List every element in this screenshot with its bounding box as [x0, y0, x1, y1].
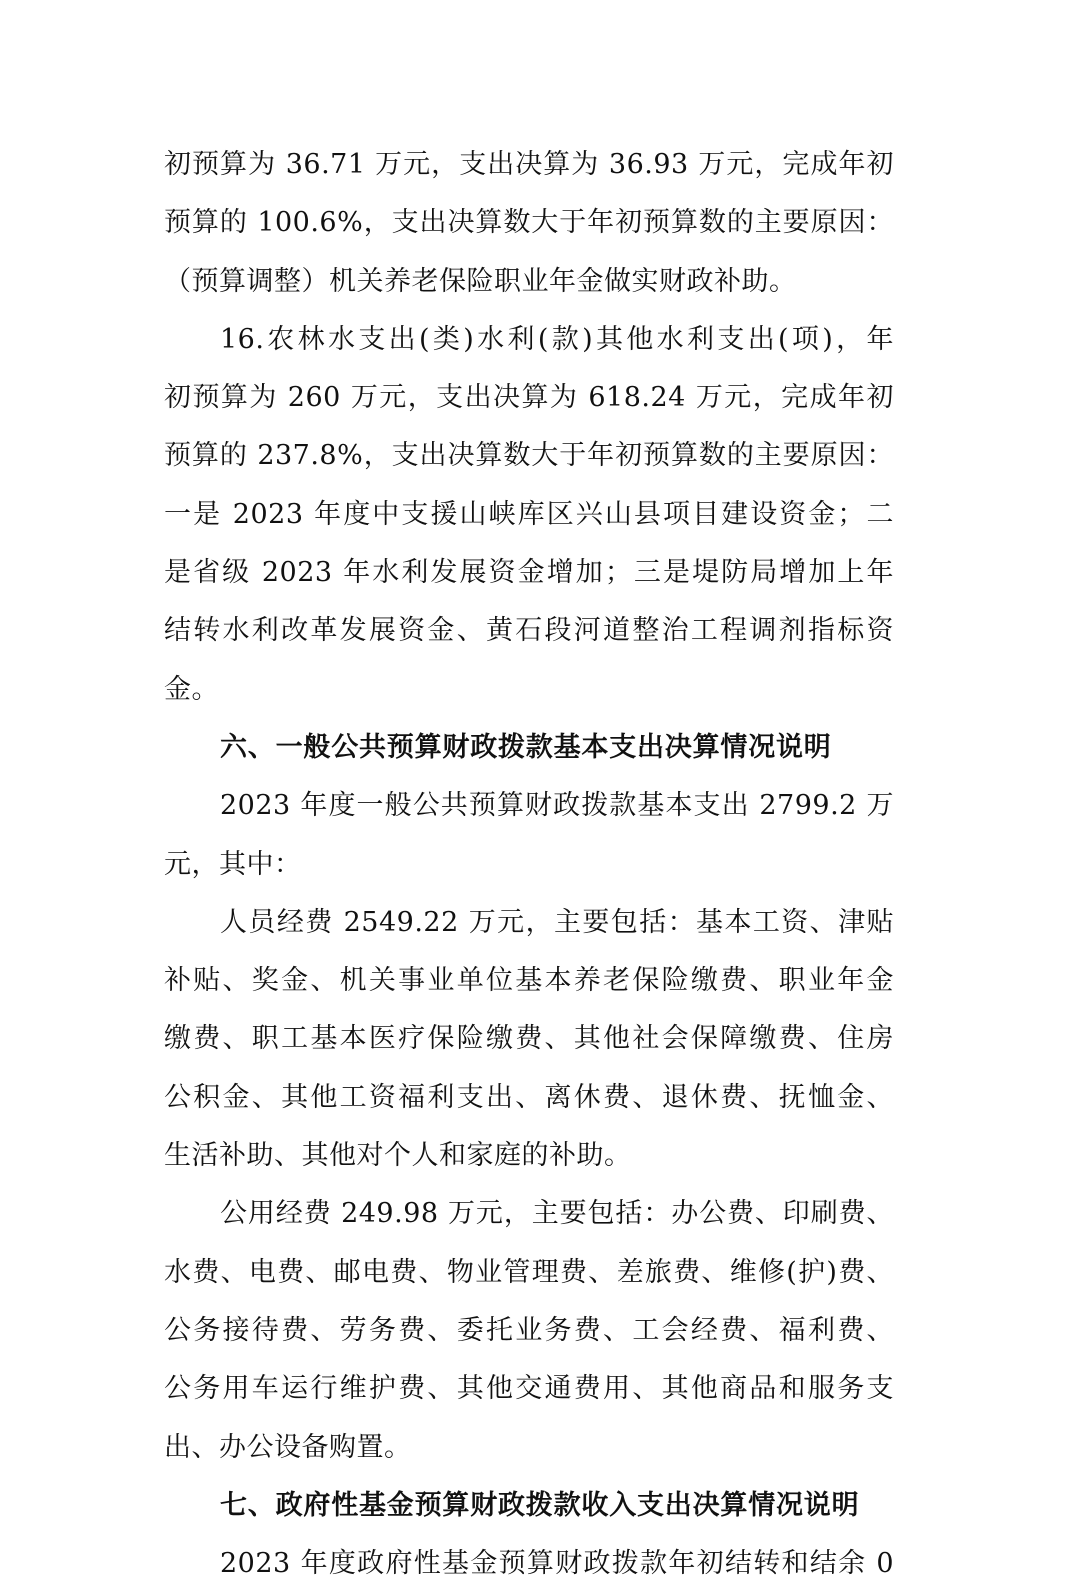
heading-text: 七、政府性基金预算财政拨款收入支出决算情况说明 — [220, 1489, 860, 1521]
paragraph-personnel-costs — [164, 894, 894, 1185]
text-line: 水费、电费、邮电费、物业管理费、差旅费、维修(护)费、 — [164, 1256, 894, 1288]
text-line: 预算的 237.8%，支出决算数大于年初预算数的主要原因： — [164, 440, 894, 472]
paragraph-government-fund — [164, 1535, 894, 1593]
text-line: 补贴、奖金、机关事业单位基本养老保险缴费、职业年金 — [164, 965, 894, 997]
text-line: 2023 年度一般公共预算财政拨款基本支出 2799.2 万 — [220, 790, 894, 822]
text-line: 初预算为 260 万元，支出决算为 618.24 万元，完成年初 — [164, 382, 894, 414]
text-line: 元，其中： — [164, 848, 302, 880]
document-page — [164, 136, 894, 1593]
heading-text: 六、一般公共预算财政拨款基本支出决算情况说明 — [220, 731, 832, 763]
text-line: 公积金、其他工资福利支出、离休费、退休费、抚恤金、 — [164, 1081, 894, 1113]
text-line: （预算调整）机关养老保险职业年金做实财政补助。 — [164, 265, 797, 297]
paragraph-budget-adjustment — [164, 136, 894, 311]
text-line: 2023 年度政府性基金预算财政拨款年初结转和结余 0 — [220, 1548, 894, 1580]
text-line: 生活补助、其他对个人和家庭的补助。 — [164, 1140, 632, 1172]
text-line: 预算的 100.6%，支出决算数大于年初预算数的主要原因： — [164, 207, 894, 239]
text-line: 金。 — [164, 673, 219, 705]
text-line: 初预算为 36.71 万元，支出决算为 36.93 万元，完成年初 — [164, 149, 894, 180]
paragraph-basic-expenditure-total — [164, 777, 894, 894]
section-heading-government-fund — [164, 1477, 894, 1535]
paragraph-public-costs — [164, 1185, 894, 1476]
text-line: 结转水利改革发展资金、黄石段河道整治工程调剂指标资 — [164, 615, 894, 647]
text-line: 是省级 2023 年水利发展资金增加；三是堤防局增加上年 — [164, 557, 894, 589]
text-line: 人员经费 2549.22 万元，主要包括：基本工资、津贴 — [220, 906, 894, 938]
text-line: 缴费、职工基本医疗保险缴费、其他社会保障缴费、住房 — [164, 1023, 894, 1055]
text-line: 一是 2023 年度中支援山峡库区兴山县项目建设资金；二 — [164, 498, 894, 530]
section-heading-basic-expenditure — [164, 719, 894, 777]
text-line: 公务接待费、劳务费、委托业务费、工会经费、福利费、 — [164, 1314, 894, 1346]
text-line: 出、办公设备购置。 — [164, 1431, 412, 1463]
text-line: 16.农林水支出(类)水利(款)其他水利支出(项)，年 — [220, 323, 894, 355]
text-line: 公务用车运行维护费、其他交通费用、其他商品和服务支 — [164, 1373, 894, 1405]
paragraph-water-expenditure — [164, 311, 894, 719]
text-line: 公用经费 249.98 万元，主要包括：办公费、印刷费、 — [220, 1198, 894, 1230]
